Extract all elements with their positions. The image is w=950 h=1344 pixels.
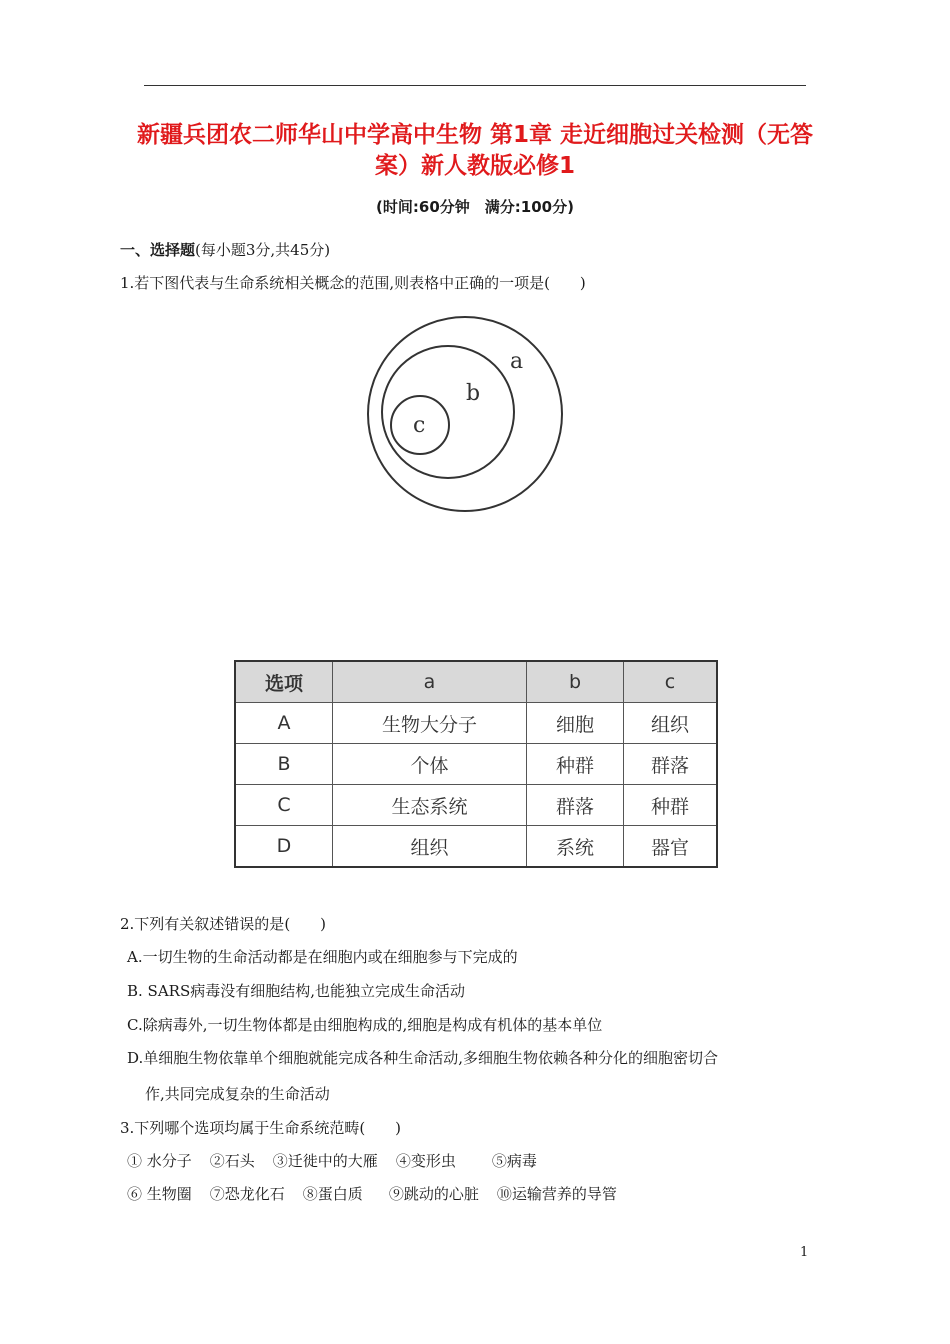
list-item: ⑤病毒: [491, 1152, 537, 1170]
header-rule: [144, 85, 806, 86]
table-cell: 系统: [527, 826, 624, 868]
label-c: c: [413, 413, 426, 438]
section-heading: [120, 239, 330, 260]
question-2-option-b: B. SARS病毒没有细胞结构,也能独立完成生命活动: [127, 982, 466, 1000]
list-item: ⑦恐龙化石: [209, 1185, 285, 1203]
table-header-row: [235, 661, 717, 703]
label-b: b: [466, 381, 481, 406]
table-cell: 群落: [624, 744, 718, 785]
exam-time-score: (时间:60分钟 满分:100分): [376, 198, 574, 216]
list-item: ① 水分子: [127, 1152, 192, 1170]
table-row: [235, 703, 717, 744]
table-cell: D: [235, 826, 333, 868]
document-title: 新疆兵团农二师华山中学高中生物 第1章 走近细胞过关检测（无答案）新人教版必修1: [136, 122, 814, 179]
venn-diagram: [366, 315, 566, 515]
circle-b: [382, 346, 514, 478]
table-cell: 组织: [333, 826, 527, 868]
table-header: a: [333, 661, 527, 703]
table-header: c: [624, 661, 718, 703]
question-3-items-row-2: [127, 1183, 617, 1204]
question-2-stem: 2.下列有关叙述错误的是( ): [120, 915, 327, 933]
question-3-items-row-1: [127, 1150, 537, 1171]
question-3-stem: 3.下列哪个选项均属于生命系统范畴( ): [120, 1119, 402, 1137]
table-cell: B: [235, 744, 333, 785]
table-row: [235, 826, 717, 868]
table-row: [235, 785, 717, 826]
circle-a: [368, 317, 562, 511]
list-item: ④变形虫: [395, 1152, 456, 1170]
question-2-option-d-continued: 作,共同完成复杂的生命活动: [145, 1085, 330, 1103]
table-cell: 细胞: [527, 703, 624, 744]
table-row: [235, 744, 717, 785]
question-1-stem: 1.若下图代表与生命系统相关概念的范围,则表格中正确的一项是( ): [120, 274, 586, 292]
question-2-option-c: C.除病毒外,一切生物体都是由细胞构成的,细胞是构成有机体的基本单位: [127, 1016, 603, 1034]
list-item: ⑩运输营养的导管: [496, 1185, 617, 1203]
table-header: b: [527, 661, 624, 703]
table-cell: 生物大分子: [333, 703, 527, 744]
section-title: 一、选择题: [120, 241, 196, 259]
table-cell: A: [235, 703, 333, 744]
table-cell: 个体: [333, 744, 527, 785]
list-item: ⑧蛋白质: [302, 1185, 363, 1203]
table-cell: 种群: [527, 744, 624, 785]
page-number: 1: [800, 1245, 809, 1260]
table-cell: C: [235, 785, 333, 826]
section-note: (每小题3分,共45分): [195, 241, 331, 259]
table-cell: 组织: [624, 703, 718, 744]
label-a: a: [510, 349, 524, 374]
table-header: 选项: [235, 661, 333, 703]
options-table: [234, 660, 718, 868]
table-cell: 器官: [624, 826, 718, 868]
list-item: ②石头: [209, 1152, 255, 1170]
question-2-option-a: A.一切生物的生命活动都是在细胞内或在细胞参与下完成的: [127, 948, 518, 966]
table-cell: 生态系统: [333, 785, 527, 826]
list-item: ⑥ 生物圈: [127, 1185, 192, 1203]
question-2-option-d: D.单细胞生物依靠单个细胞就能完成各种生命活动,多细胞生物依赖各种分化的细胞密切合: [127, 1049, 719, 1067]
table-cell: 种群: [624, 785, 718, 826]
table-cell: 群落: [527, 785, 624, 826]
list-item: ⑨跳动的心脏: [388, 1185, 479, 1203]
list-item: ③迁徙中的大雁: [272, 1152, 378, 1170]
